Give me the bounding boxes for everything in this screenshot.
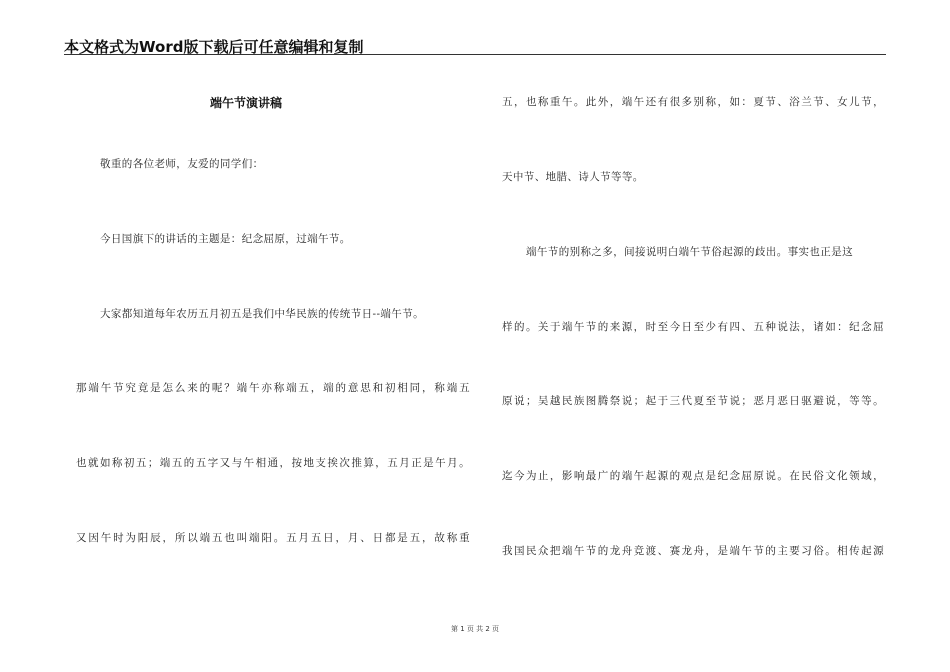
document-header: 本文格式为Word版下载后可任意编辑和复制	[64, 38, 364, 56]
paragraph-line: 天中节、地腊、诗人节等等。	[502, 171, 644, 183]
paragraph-line: 大家都知道每年农历五月初五是我们中华民族的传统节日--端午节。	[100, 308, 424, 320]
header-divider	[64, 54, 886, 55]
paragraph-line: 我国民众把端午节的龙舟竞渡、赛龙舟，是端午节的主要习俗。相传起源	[502, 545, 884, 557]
document-title: 端午节演讲稿	[210, 96, 283, 110]
paragraph-line: 敬重的各位老师，友爱的同学们：	[100, 158, 264, 170]
page-indicator: 第 1 页 共 2 页	[450, 625, 500, 633]
paragraph-line: 样的。关于端午节的来源，时至今日至少有四、五种说法，诸如：纪念屈	[502, 321, 884, 333]
paragraph-line: 五，也称重午。此外，端午还有很多别称，如：夏节、浴兰节、女儿节，	[502, 96, 884, 108]
paragraph-line: 又因午时为阳辰，所以端五也叫端阳。五月五日，月、日都是五，故称重	[76, 532, 470, 544]
paragraph-line: 端午节的别称之多，间接说明白端午节俗起源的歧出。事实也正是这	[526, 246, 853, 258]
paragraph-line: 今日国旗下的讲话的主题是：纪念屈原，过端午节。	[100, 233, 351, 245]
paragraph-line: 迄今为止，影响最广的端午起源的观点是纪念屈原说。在民俗文化领域，	[502, 470, 884, 482]
paragraph-line: 那端午节究竟是怎么来的呢？端午亦称端五，端的意思和初相同，称端五	[76, 382, 470, 394]
paragraph-line: 也就如称初五；端五的五字又与午相通，按地支挨次推算，五月正是午月。	[76, 457, 470, 469]
paragraph-line: 原说；吴越民族图腾祭说；起于三代夏至节说；恶月恶日驱避说，等等。	[502, 395, 884, 407]
